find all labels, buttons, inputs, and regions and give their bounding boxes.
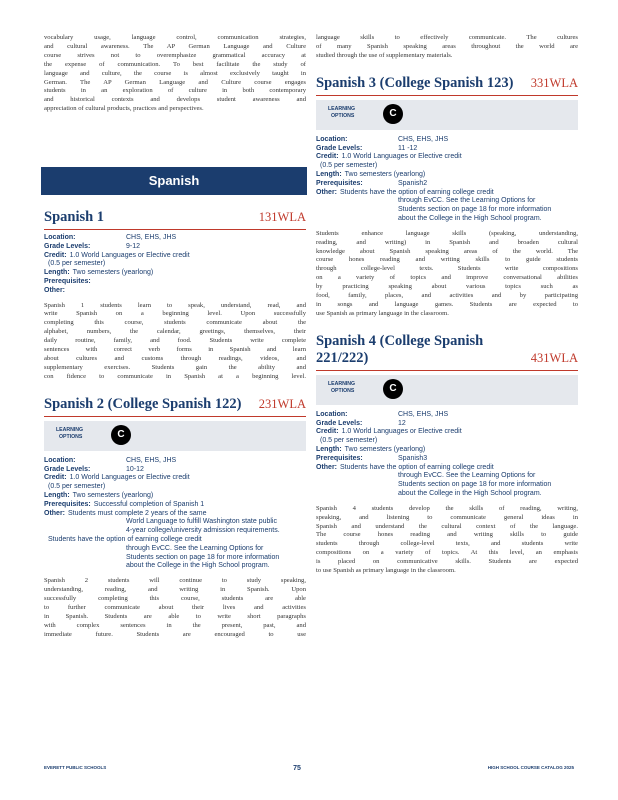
right-column — [316, 34, 578, 576]
course-code: 131WLA — [258, 210, 306, 224]
grade-value: 12 — [398, 419, 406, 427]
prereq-label: Prerequisites: — [316, 454, 363, 462]
prereq-value: Spanish3 — [398, 454, 428, 462]
title-line: 221/222) — [316, 349, 369, 366]
left-column-courses — [44, 209, 306, 639]
label-line: OPTIONS — [59, 433, 83, 440]
text-line: daily routine, family, and food. Students write complete — [44, 337, 306, 345]
length-label: Length: — [44, 269, 70, 277]
other-line: Students section on page 18 for more information — [398, 206, 552, 214]
text-line: about cultures and customs through readings, videos, and — [44, 355, 306, 363]
text-line: understanding, reading, and writing in Spanish. Upon — [44, 586, 306, 593]
credit-value: 1.0 World Languages or Elective credit — [69, 474, 190, 482]
credit-label: Credit: — [316, 153, 339, 161]
text-line: appreciation of cultural products, practices and perspectives. — [44, 105, 204, 113]
grade-value: 9-12 — [126, 242, 141, 250]
other-line: through EvCC. See the Learning Options for — [398, 472, 536, 480]
footer-catalog: HIGH SCHOOL COURSE CATALOG 2025 — [487, 765, 574, 770]
text-line: German. The AP German Language and Culture course engages — [44, 78, 306, 86]
credit-value: 1.0 World Languages or Elective credit — [341, 428, 462, 436]
text-line: course strives not to overemphasize grammatical accuracy at — [44, 51, 306, 59]
grade-value: 10-12 — [126, 465, 144, 473]
course-description — [316, 505, 578, 576]
title-line: Spanish 4 (College Spanish — [316, 332, 484, 349]
page-number: 75 — [293, 765, 301, 772]
other-value: Students have the option of earning college credit — [340, 188, 494, 196]
text-line: successfully completing this course, students are able — [44, 594, 306, 602]
text-line: speaking, and listening to communicate general ideas in — [316, 513, 578, 521]
text-line: compositions on a variety of topics. At this level, an emphasis — [316, 549, 578, 557]
label-line: OPTIONS — [331, 112, 355, 119]
length-value: Two semesters (yearlong) — [344, 445, 426, 453]
learning-options-box — [316, 100, 578, 130]
other-line: 4-year college/university admission requirements. — [126, 527, 280, 535]
prereq-label: Prerequisites: — [44, 500, 91, 508]
intro-paragraph — [44, 34, 306, 114]
course-info — [44, 234, 306, 296]
text-line: language and culture, the course is almost exclusively taught in — [44, 69, 306, 77]
other-line: through EvCC. See the Learning Options for — [398, 197, 536, 205]
text-line: and cultural awareness. The AP German Language and Culture — [44, 42, 306, 50]
prereq-label: Prerequisites: — [316, 179, 363, 187]
course-title: Spanish 2 (College Spanish 122) — [44, 395, 242, 412]
course-description — [44, 302, 306, 382]
credit-value: 1.0 World Languages or Elective credit — [69, 251, 190, 259]
text-line: is placed on communicative skills. Students are expected — [316, 558, 578, 566]
location-label: Location: — [44, 456, 76, 464]
length-label: Length: — [316, 445, 342, 453]
length-value: Two semesters (yearlong) — [344, 170, 426, 178]
other-value: Students must complete 2 years of the same — [68, 509, 207, 517]
grade-value: 11 -12 — [398, 144, 418, 152]
course-code: 331WLA — [530, 75, 578, 90]
credit-value: 1.0 World Languages or Elective credit — [341, 153, 462, 161]
text-line: the expense of communication. To best facilitate the study of — [44, 60, 306, 68]
course-spanish-2 — [44, 396, 306, 640]
course-title: Spanish 3 (College Spanish 123) — [316, 74, 514, 91]
section-banner: Spanish — [41, 167, 307, 195]
other-line: Students section on page 18 for more information — [126, 553, 280, 561]
course-info — [316, 136, 578, 224]
text-line: and historical contexts and develops student awareness and — [44, 96, 306, 104]
location-label: Location: — [316, 135, 348, 143]
course-spanish-1 — [44, 209, 306, 382]
text-line: students through college-level texts, and students write — [316, 540, 578, 548]
other-line: about the College in the High School program. — [398, 214, 542, 222]
location-value: CHS, EHS, JHS — [398, 135, 449, 143]
text-line: Spanish 2 students will continue to study speaking, — [44, 577, 306, 585]
learning-options-label — [328, 106, 368, 120]
prereq-label: Prerequisites: — [44, 277, 91, 285]
other-label: Other: — [44, 509, 65, 517]
text-line: supplementary exercises. Students gain the ability and — [44, 363, 306, 371]
college-in-high-school-icon: C — [383, 104, 403, 124]
course-code: 231WLA — [258, 396, 306, 411]
prereq-value: Spanish2 — [398, 179, 428, 187]
credit-label: Credit: — [316, 428, 339, 436]
grade-label: Grade Levels: — [316, 419, 363, 427]
length-label: Length: — [44, 491, 70, 499]
label-line: LEARNING — [328, 105, 356, 112]
other-line: through EvCC. See the Learning Options for — [126, 544, 264, 552]
learning-options-box — [44, 421, 306, 451]
text-line: Students enhance language skills (speaking, understanding, — [316, 229, 578, 237]
text-line: studied through the use of supplementary materials. — [316, 51, 453, 59]
length-value: Two semesters (yearlong) — [72, 269, 154, 277]
course-description — [316, 230, 578, 319]
other-label: Other: — [44, 286, 65, 294]
text-line: completing this course, students communicate about the — [44, 319, 306, 327]
credit-note: (0.5 per semester) — [320, 162, 378, 170]
learning-options-label — [56, 427, 96, 441]
text-line: to further communicate about their lives and activities — [44, 603, 306, 611]
grade-label: Grade Levels: — [316, 144, 363, 152]
text-line: reading, and writing) in Spanish and broaden cultural — [316, 238, 578, 246]
text-line: of many Spanish speaking areas throughout the world are — [316, 42, 578, 50]
text-line: through college-level texts. Students write compositions — [316, 265, 578, 273]
text-line: write Spanish on a beginning level. Upon successfully — [44, 310, 306, 318]
text-line: sentences with correct verb forms in Spanish and learn — [44, 346, 306, 354]
length-label: Length: — [316, 170, 342, 178]
text-line: vocabulary usage, language control, communication strategies, — [44, 34, 306, 41]
left-column — [44, 34, 306, 114]
text-line: knowledge about Spanish speaking areas of the world. The — [316, 247, 578, 255]
learning-options-label — [328, 381, 368, 395]
text-line: with complex sentences in the present, past, and — [44, 621, 306, 629]
text-line: on a variety of topics and improve conversational abilities — [316, 274, 578, 282]
footer-district: EVERETT PUBLIC SCHOOLS — [44, 765, 107, 770]
other-line: about the College in the High School program. — [398, 489, 542, 497]
prereq-value: Successful completion of Spanish 1 — [93, 500, 205, 508]
text-line: by practicing speaking about various topics such as — [316, 283, 578, 291]
text-line: to use Spanish as primary language in the classroom. — [316, 567, 456, 575]
text-line: language skills to effectively communicate. The cultures — [316, 34, 578, 41]
label-line: LEARNING — [328, 380, 356, 387]
course-description — [44, 577, 306, 639]
course-spanish-4 — [316, 333, 578, 576]
other-line: World Language to fulfill Washington state public — [126, 518, 277, 526]
college-in-high-school-icon: C — [383, 379, 403, 399]
text-line: use Spanish as primary language in the classroom. — [316, 309, 449, 317]
text-line: Spanish 4 students develop the skills of reading, writing, — [316, 504, 578, 512]
course-title — [316, 333, 483, 367]
credit-note: (0.5 per semester) — [320, 437, 378, 445]
course-heading — [44, 396, 306, 417]
credit-note: (0.5 per semester) — [48, 483, 106, 491]
course-heading — [44, 209, 306, 230]
grade-label: Grade Levels: — [44, 242, 91, 250]
learning-options-box — [316, 375, 578, 405]
location-label: Location: — [44, 234, 76, 241]
text-line: alphabet, numbers, the calendar, greetings, themselves, their — [44, 328, 306, 336]
location-value: CHS, EHS, JHS — [398, 410, 449, 418]
grade-label: Grade Levels: — [44, 465, 91, 473]
text-line: con fidence to communicate in Spanish at a beginning level. — [44, 372, 306, 380]
course-code: 431WLA — [530, 350, 578, 365]
location-label: Location: — [316, 410, 348, 418]
course-title: Spanish 1 — [44, 209, 105, 225]
credit-label: Credit: — [44, 474, 67, 482]
text-line: food, family, places, and activities and by participating — [316, 292, 578, 300]
other-line: about the College in the High School program. — [126, 562, 270, 570]
course-spanish-3 — [316, 75, 578, 319]
text-line: The course hones reading and writing skills to guide — [316, 531, 578, 539]
other-label: Other: — [316, 463, 337, 471]
location-value: CHS, EHS, JHS — [126, 456, 177, 464]
course-info — [44, 457, 306, 571]
location-value: CHS, EHS, JHS — [126, 234, 177, 241]
other-line: Students section on page 18 for more information — [398, 481, 552, 489]
continued-paragraph — [316, 34, 578, 61]
label-line: OPTIONS — [331, 387, 355, 394]
text-line: Spanish and understand the cultural context of the language. — [316, 522, 578, 530]
text-line: Spanish 1 students learn to speak, understand, read, and — [44, 301, 306, 309]
text-line: in Spanish. Students are able to write short paragraphs — [44, 612, 306, 620]
page-footer — [44, 765, 574, 772]
length-value: Two semesters (yearlong) — [72, 491, 154, 499]
course-heading — [316, 333, 578, 371]
label-line: LEARNING — [56, 426, 84, 433]
course-info — [316, 411, 578, 499]
text-line: course hones reading and writing skills to guide students — [316, 256, 578, 264]
other-label: Other: — [316, 188, 337, 196]
credit-note: (0.5 per semester) — [48, 260, 106, 268]
college-in-high-school-icon: C — [111, 425, 131, 445]
text-line: in songs and language games. Students are expected to — [316, 300, 578, 308]
course-heading — [316, 75, 578, 96]
text-line: students in an exploration of culture in both contemporary — [44, 87, 306, 95]
text-line: immediate future. Students are encouraged to use — [44, 630, 306, 638]
other-value: Students have the option of earning college credit — [340, 463, 494, 471]
other-line: Students have the option of earning college credit — [48, 535, 202, 543]
credit-label: Credit: — [44, 251, 67, 259]
